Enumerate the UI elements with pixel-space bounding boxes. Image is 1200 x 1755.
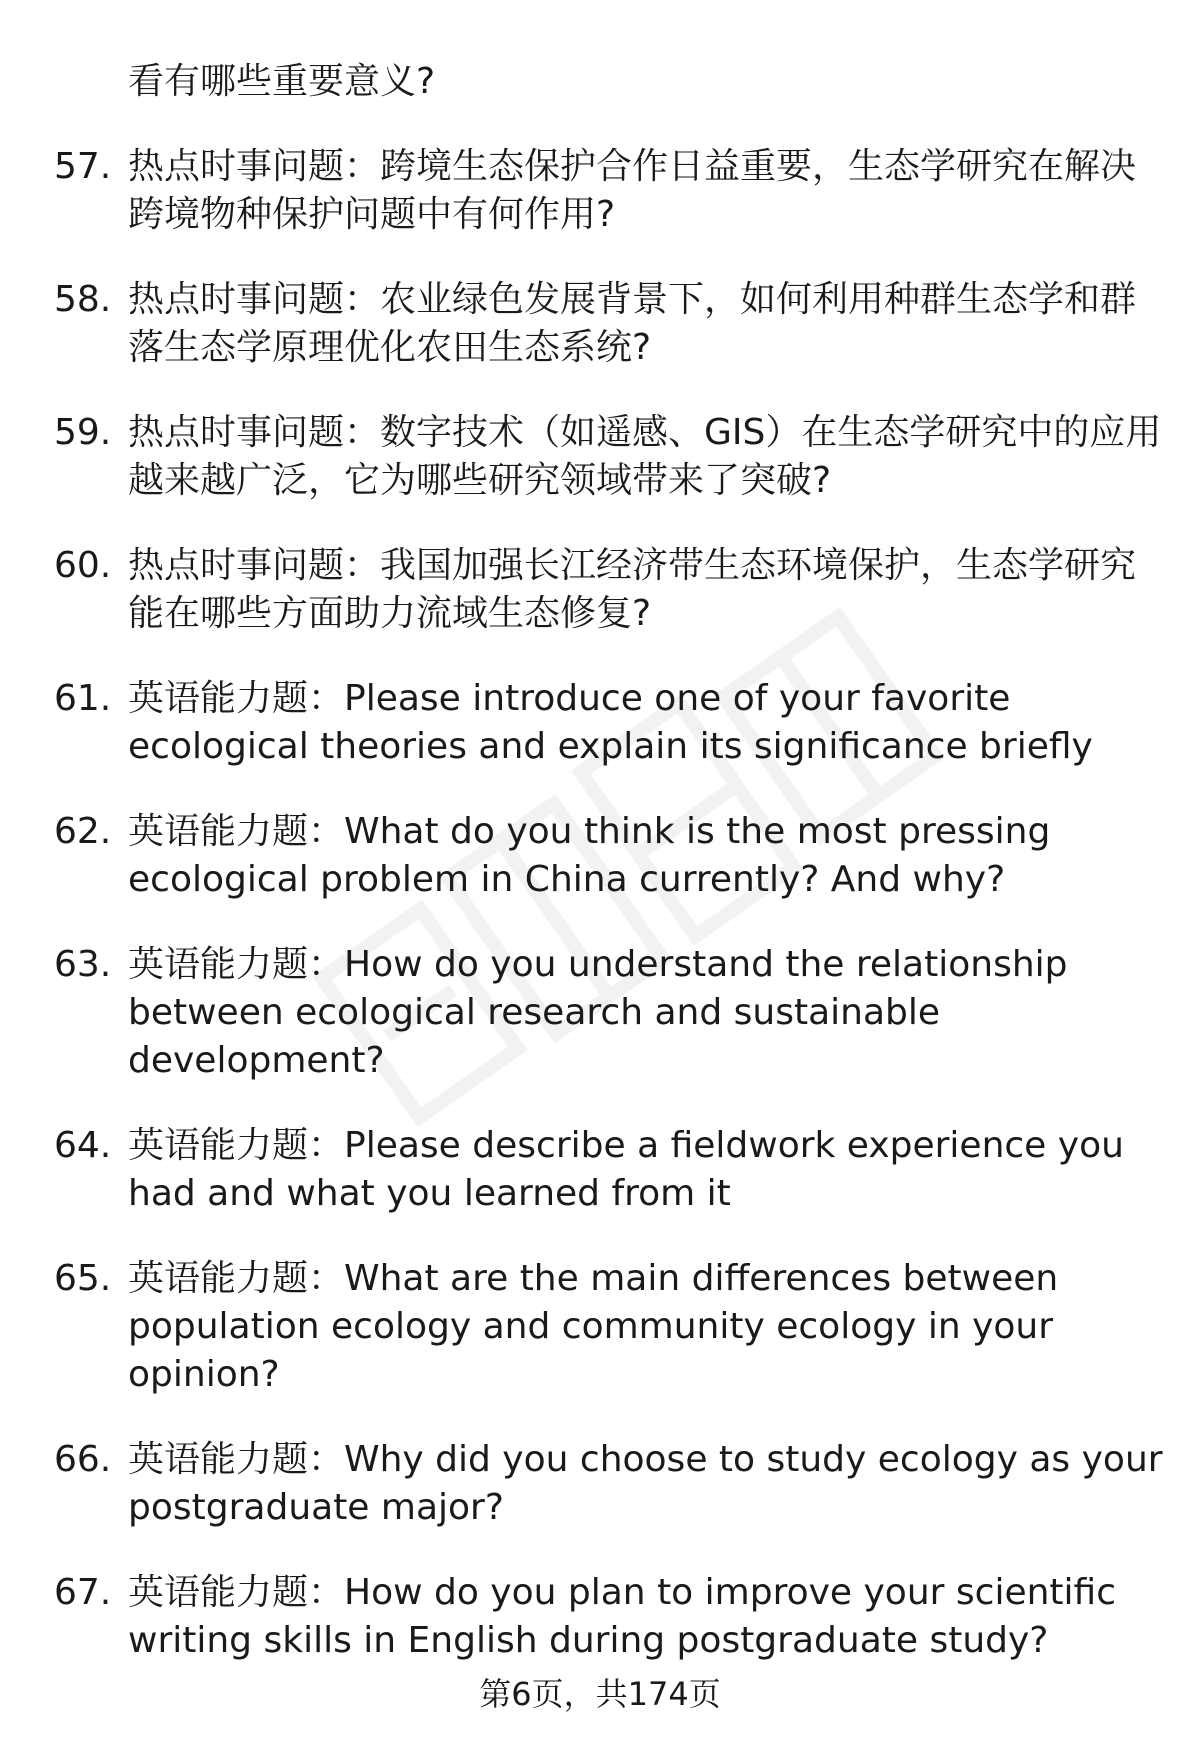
question-number: 59. [54,412,112,453]
question-number: 58. [54,279,112,320]
question-text: 热点时事问题：农业绿色发展背景下，如何利用种群生态学和群落生态学原理优化农田生态系统? [128,279,1137,368]
question-item [0,675,1200,771]
question-text: 英语能力题：How do you plan to improve your scientific writing skills in English during postgraduate study? [128,1572,1116,1661]
question-text: 英语能力题：What do you think is the most pressing ecological problem in China currently? And why? [128,811,1051,900]
question-item [0,409,1200,505]
question-text: 英语能力题：Please describe a fieldwork experience you had and what you learned from it [128,1125,1124,1214]
question-number: 64. [54,1125,112,1166]
question-number: 60. [54,545,112,586]
question-number: 62. [54,811,112,852]
question-text: 英语能力题：What are the main differences between population ecology and community ecology in your opinion? [128,1258,1059,1395]
question-number: 61. [54,678,112,719]
question-item [0,1255,1200,1399]
question-text: 热点时事问题：我国加强长江经济带生态环境保护，生态学研究能在哪些方面助力流域生态修复? [128,545,1137,634]
question-item [0,1436,1200,1532]
question-list [0,143,1200,1702]
page-footer: 第6页，共174页 [479,1675,721,1713]
question-number: 67. [54,1572,112,1613]
question-number: 63. [54,944,112,985]
question-item [0,276,1200,372]
question-number: 66. [54,1439,112,1480]
question-item [0,808,1200,904]
question-item [0,1122,1200,1218]
question-text: 英语能力题：Why did you choose to study ecology as your postgraduate major? [128,1439,1163,1528]
question-item [0,941,1200,1085]
continued-question-text: 看有哪些重要意义? [128,61,436,102]
question-item [0,542,1200,638]
question-item [0,1569,1200,1665]
question-text: 英语能力题：Please introduce one of your favorite ecological theories and explain its significance briefly [128,678,1093,767]
question-item [0,143,1200,239]
question-text: 热点时事问题：数字技术（如遥感、GIS）在生态学研究中的应用越来越广泛，它为哪些研究领域带来了突破? [128,412,1162,501]
question-text: 热点时事问题：跨境生态保护合作日益重要，生态学研究在解决跨境物种保护问题中有何作用? [128,146,1137,235]
question-text: 英语能力题：How do you understand the relationship between ecological research and sustainable development? [128,944,1068,1081]
question-number: 65. [54,1258,112,1299]
question-number: 57. [54,146,112,187]
